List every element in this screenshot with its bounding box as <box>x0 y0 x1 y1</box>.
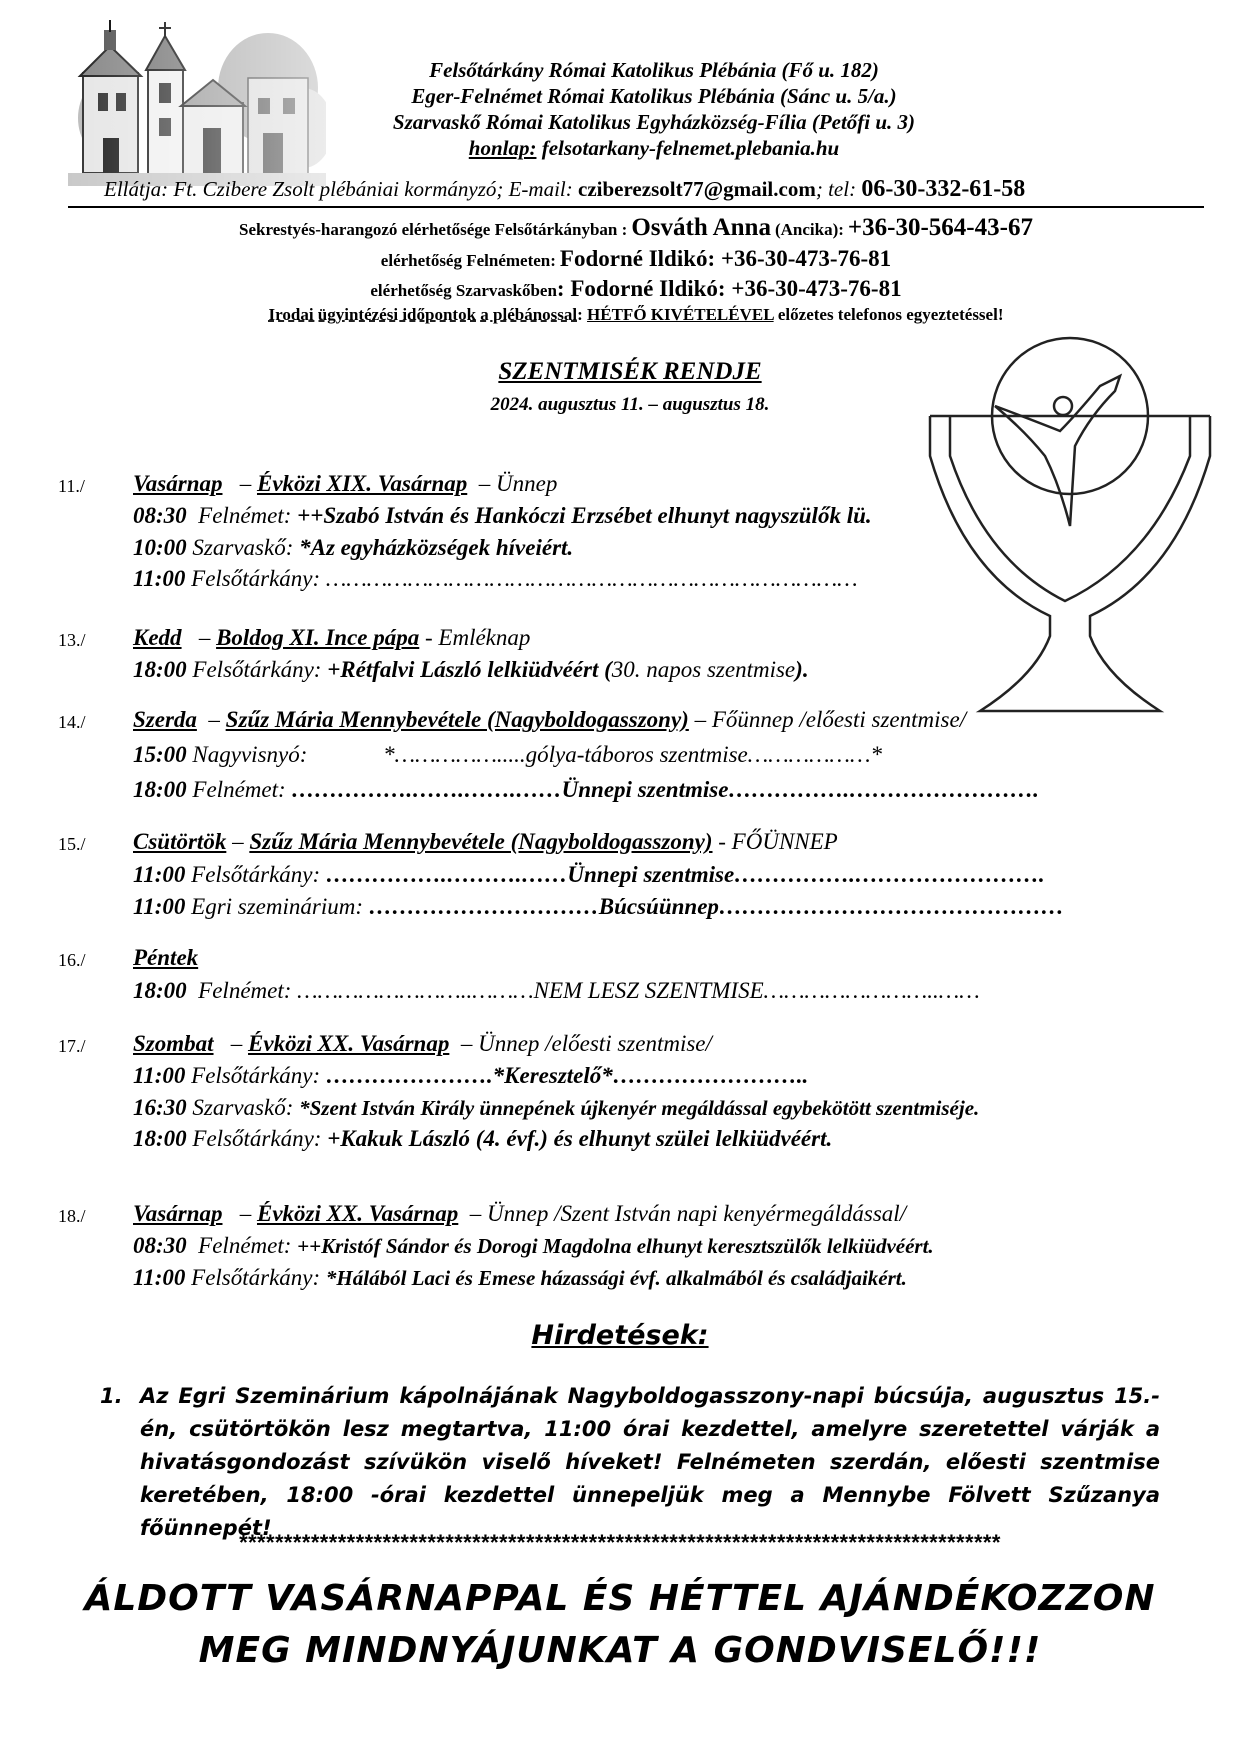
felnemet-contact-line <box>68 246 1204 272</box>
announcements-list <box>100 1380 1160 1545</box>
mass-entry <box>133 862 1045 888</box>
mass-place: Felsőtárkány: <box>191 1063 321 1088</box>
mass-intention: *…………….....gólya-táboros szentmise………………* <box>383 742 882 767</box>
felnemet-contact: Fodorné Ildikó: +36-30-473-76-81 <box>559 246 892 271</box>
day-rank: – Főünnep /előesti szentmise/ <box>694 707 967 732</box>
day-header <box>133 625 530 651</box>
day-sep: – <box>239 471 252 496</box>
mass-place: Felnémet: <box>192 777 286 802</box>
day-rank: – Ünnep /előesti szentmise/ <box>460 1031 712 1056</box>
day-feast: Évközi XX. Vasárnap <box>248 1031 450 1056</box>
tel-label: ; tel: <box>815 177 857 201</box>
mass-entry <box>133 1233 934 1259</box>
mass-time: 08:30 <box>133 1233 187 1258</box>
office-prefix: Irodai ügyintézési időpontok a plébánossal <box>268 305 578 324</box>
mass-intention: ……………………..………NEM LESZ SZENTMISE……………………..…… <box>297 978 980 1003</box>
mass-time: 11:00 <box>133 566 186 591</box>
day-name: Vasárnap <box>133 1201 223 1226</box>
mass-intention: +Rétfalvi László lelkiüdvéért ( <box>327 657 612 682</box>
mass-note: 30. napos szentmise <box>611 657 796 682</box>
day-header <box>133 1201 906 1227</box>
sexton-prefix: Sekrestyés-harangozó elérhetősége Felsőtárkányban : <box>239 220 628 239</box>
mass-time: 11:00 <box>133 1265 186 1290</box>
day-feast: Évközi XX. Vasárnap <box>256 1201 459 1226</box>
day-header <box>133 1031 712 1057</box>
mass-intention: …………………………………………………………………… <box>325 566 858 591</box>
day-header <box>133 829 838 855</box>
parish-felnemet: Eger-Felnémet Római Katolikus Plébánia (Sánc u. 5/a.) <box>411 84 897 108</box>
mass-entry <box>133 1265 907 1291</box>
day-name: Szerda <box>133 707 197 732</box>
day-sep: – <box>232 829 244 854</box>
day-number: 17./ <box>58 1036 86 1056</box>
church-image <box>68 18 326 186</box>
day-name: Szombat <box>133 1031 214 1056</box>
day-number: 14./ <box>58 712 86 732</box>
office-hours-line <box>68 305 1204 325</box>
mass-time: 18:00 <box>133 777 187 802</box>
closing-line-2: MEG MINDNYÁJUNKAT A GONDVISELŐ!!! <box>198 1630 1042 1671</box>
mass-tail: ). <box>795 657 809 682</box>
day-sep: – <box>239 1201 252 1226</box>
mass-intention: …………….…….…….……Ünnepi szentmise…………….……………………. <box>291 777 1039 802</box>
day-sep: – <box>208 707 220 732</box>
mass-time: 11:00 <box>133 1063 186 1088</box>
mass-intention: ++Kristóf Sándor és Dorogi Magdolna elhunyt keresztszülők lelkiüdvéért. <box>297 1234 934 1258</box>
mass-intention: +Kakuk László (4. évf.) és elhunyt szülei lelkiüdvéért. <box>327 1126 833 1151</box>
day-header <box>133 471 557 497</box>
contact-prefix: Ellátja: Ft. Czibere Zsolt plébániai kormányzó; E-mail: <box>104 177 573 201</box>
day-name: Kedd <box>133 625 182 650</box>
email-link[interactable]: cziberezsolt77@gmail.com <box>578 177 816 201</box>
parish-felsotarkany: Felsőtárkány Római Katolikus Plébánia (Fő u. 182) <box>429 58 879 82</box>
announcement-item <box>100 1380 1160 1545</box>
day-rank: - FŐÜNNEP <box>718 829 838 854</box>
mass-place: Felnémet: <box>198 503 292 528</box>
star-separator: ************************************************************************************* <box>239 1530 1001 1555</box>
mass-intention: ………………….*Keresztelő*…………………….. <box>325 1063 809 1088</box>
closing-line-1: ÁLDOTT VASÁRNAPPAL ÉS HÉTTEL AJÁNDÉKOZZON <box>84 1578 1156 1619</box>
mass-time: 08:30 <box>133 503 187 528</box>
day-number: 13./ <box>58 630 86 650</box>
mass-entry <box>133 978 980 1004</box>
mass-place: Felnémet: <box>198 1233 292 1258</box>
day-sep: – <box>230 1031 243 1056</box>
szarvasko-contact: : Fodorné Ildikó: +36-30-473-76-81 <box>556 276 902 301</box>
mass-entry <box>133 1063 808 1089</box>
day-feast: Szűz Mária Mennybevétele (Nagyboldogasszony) <box>225 707 689 732</box>
sexton-line <box>68 214 1204 242</box>
day-sep: – <box>198 625 211 650</box>
office-colon: : <box>577 305 583 324</box>
mass-entry <box>133 503 872 529</box>
mass-place: Felsőtárkány: <box>191 566 321 591</box>
mass-time: 18:00 <box>133 657 187 682</box>
mass-time: 10:00 <box>133 535 187 560</box>
mass-time: 11:00 <box>133 894 186 919</box>
office-suffix: előzetes telefonos egyeztetéssel! <box>777 305 1004 324</box>
day-rank: – Ünnep /Szent István napi kenyérmegáldással/ <box>469 1201 907 1226</box>
homepage-label: honlap: <box>468 136 537 160</box>
szarvasko-contact-line <box>68 276 1204 302</box>
mass-place: Nagyvisnyó: <box>192 742 308 767</box>
announcements-title: Hirdetések: <box>531 1320 709 1351</box>
homepage-line <box>334 136 974 161</box>
szarvasko-prefix: elérhetőség Szarvaskőben <box>370 281 557 300</box>
mass-entry <box>133 1126 832 1152</box>
day-name: Vasárnap <box>133 471 223 496</box>
mass-entry <box>133 777 1039 803</box>
mass-place: Felsőtárkány: <box>192 657 322 682</box>
mass-entry <box>133 1095 979 1121</box>
mass-intention: …………………………Búcsúünnep……………………………………… <box>368 894 1064 919</box>
mass-intention: …………….……….……Ünnepi szentmise…………….……………………. <box>325 862 1045 887</box>
mass-time: 11:00 <box>133 862 186 887</box>
day-number: 15./ <box>58 834 86 854</box>
mass-place: Egri szeminárium: <box>191 894 364 919</box>
day-feast: Évközi XIX. Vasárnap <box>256 471 468 496</box>
contact-line <box>104 176 1144 203</box>
mass-time: 18:00 <box>133 978 187 1003</box>
mass-place: Felsőtárkány: <box>192 1126 322 1151</box>
mass-place: Felnémet: <box>198 978 292 1003</box>
mass-entry <box>133 742 882 768</box>
day-header <box>133 707 966 733</box>
sexton-nick: (Ancika): <box>774 220 844 239</box>
day-feast: Boldog XI. Ince pápa <box>216 625 420 650</box>
office-except: HÉTFŐ KIVÉTELÉVEL <box>587 305 774 324</box>
homepage-url[interactable]: felsotarkany-felnemet.plebania.hu <box>541 136 840 160</box>
day-name: Csütörtök <box>133 829 227 854</box>
mass-intention: *Hálából Laci és Emese házassági évf. alkalmából és családjaikért. <box>325 1266 907 1290</box>
mass-entry <box>133 535 573 561</box>
parish-szarvasko: Szarvaskő Római Katolikus Egyházközség-Fília (Petőfi u. 3) <box>392 110 916 134</box>
day-number: 18./ <box>58 1206 86 1226</box>
mass-entry <box>133 894 1064 920</box>
mass-entry <box>133 657 809 683</box>
mass-intention: ++Szabó István és Hankóczi Erzsébet elhunyt nagyszülők lü. <box>297 503 872 528</box>
mass-place: Szarvaskő: <box>192 1095 294 1120</box>
sexton-phone: +36-30-564-43-67 <box>847 214 1033 241</box>
day-rank: - Emléknap <box>425 625 531 650</box>
mass-time: 15:00 <box>133 742 187 767</box>
schedule-title: SZENTMISÉK RENDJE <box>498 358 762 385</box>
day-header <box>133 945 198 971</box>
sexton-name: Osváth Anna <box>631 214 771 241</box>
announcement-number: 1. <box>100 1384 123 1408</box>
day-feast: Szűz Mária Mennybevétele (Nagyboldogasszony) <box>249 829 713 854</box>
mass-place: Felsőtárkány: <box>191 862 321 887</box>
mass-time: 18:00 <box>133 1126 187 1151</box>
mass-place: Szarvaskő: <box>192 535 294 560</box>
mass-entry <box>133 566 858 592</box>
tel-number: 06-30-332-61-58 <box>861 176 1026 202</box>
day-number: 16./ <box>58 950 86 970</box>
day-rank: – Ünnep <box>478 471 558 496</box>
announcement-text: Az Egri Szeminárium kápolnájának Nagyboldogasszony-napi búcsúja, augusztus 15.-én, csütörtökön lesz megtartva, 11:00 órai kezdettel, amelyre szeretettel várják a hivatásgondozást szívükön viselő híveket! Felnémeten szerdán, előesti szentmise keretében, 18:00 -órai kezdettel ünnepeljük meg a Mennybe Fölvett Szűzanya főünnepét! <box>140 1384 1160 1540</box>
schedule-dates: 2024. augusztus 11. – augusztus 18. <box>490 394 770 415</box>
mass-time: 16:30 <box>133 1095 187 1120</box>
day-number: 11./ <box>58 476 85 496</box>
header-divider <box>68 206 1204 208</box>
chalice-icon <box>925 336 1215 726</box>
felnemet-prefix: elérhetőség Felnémeten: <box>380 251 556 270</box>
mass-intention: *Az egyházközségek híveiért. <box>299 535 574 560</box>
mass-place: Felsőtárkány: <box>191 1265 321 1290</box>
day-name: Péntek <box>133 945 199 970</box>
mass-intention: *Szent István Király ünnepének újkenyér megáldással egybekötött szentmiséje. <box>299 1096 980 1120</box>
